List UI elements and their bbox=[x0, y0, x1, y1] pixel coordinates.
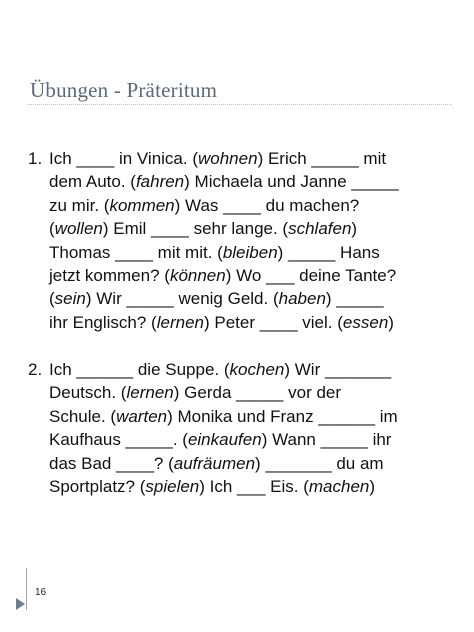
exercise-line: 1. Ich ____ in Vinica. (wohnen) Erich _____ mit bbox=[28, 147, 448, 170]
exercise-line: Schule. (warten) Monika und Franz ______ im bbox=[49, 406, 398, 426]
slide-title: Übungen - Präteritum bbox=[30, 78, 218, 102]
exercise-line: dem Auto. (fahren) Michaela und Janne _____ bbox=[49, 172, 399, 192]
exercise-line: zu mir. (kommen) Was ____ du machen? bbox=[49, 195, 360, 215]
exercise-number: 2. bbox=[28, 360, 43, 379]
exercise-line: das Bad ____? (aufräumen) _______ du am bbox=[49, 453, 384, 473]
exercise-line: 2. Ich ______ die Suppe. (kochen) Wir _______ bbox=[28, 358, 448, 381]
exercise-line: Thomas ____ mit mit. (bleiben) _____ Hans bbox=[49, 242, 380, 262]
exercise-line: (sein) Wir _____ wenig Geld. (haben) _____ bbox=[49, 289, 384, 309]
exercise-line: Kaufhaus _____. (einkaufen) Wann _____ ihr bbox=[49, 430, 392, 450]
exercise-number: 1. bbox=[28, 149, 43, 168]
exercise-1 bbox=[28, 147, 448, 334]
title-divider bbox=[27, 104, 452, 105]
triangle-bullet-icon bbox=[16, 598, 25, 610]
exercise-line: (wollen) Emil ____ sehr lange. (schlafen) bbox=[49, 219, 358, 239]
exercise-line: ihr Englisch? (lernen) Peter ____ viel. (essen) bbox=[49, 312, 394, 332]
exercise-line: Deutsch. (lernen) Gerda _____ vor der bbox=[49, 383, 342, 403]
exercise-line: Sportplatz? (spielen) Ich ___ Eis. (machen) bbox=[49, 477, 376, 497]
exercise-line: jetzt kommen? (können) Wo ___ deine Tante? bbox=[49, 266, 397, 286]
page-number: 16 bbox=[35, 587, 47, 598]
exercise-2 bbox=[28, 358, 448, 498]
footer-divider bbox=[26, 568, 27, 610]
